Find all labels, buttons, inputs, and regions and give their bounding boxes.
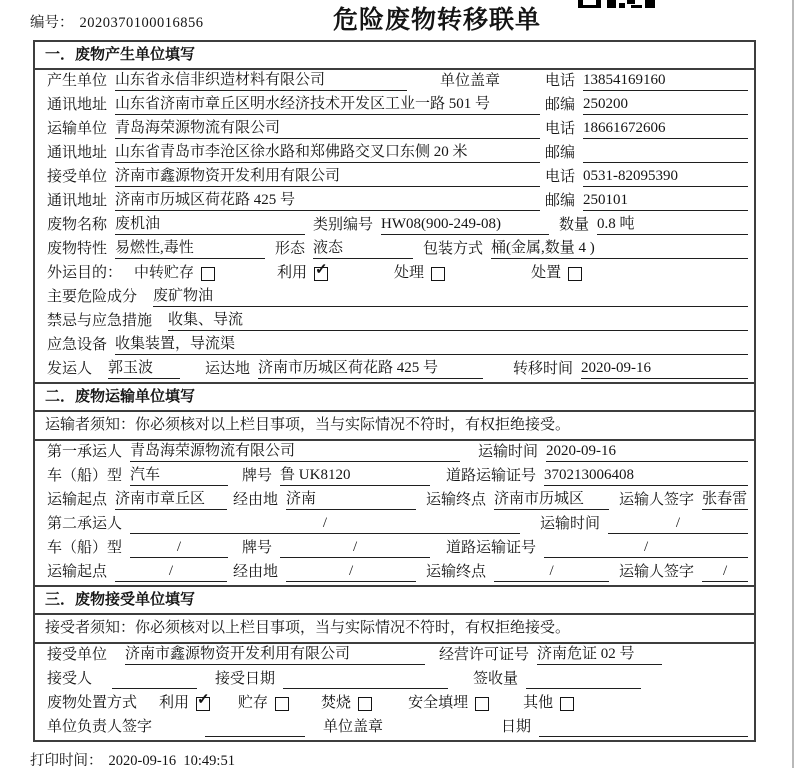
form-row (35, 286, 754, 310)
field-label: 运输终点 (426, 492, 487, 508)
field-label: 转移时间 (513, 361, 574, 377)
form-row (35, 668, 754, 692)
field-label: 日期 (501, 719, 532, 735)
field-label: 邮编 (545, 193, 576, 209)
field-label: 经营许可证号 (439, 647, 530, 663)
checkbox-label: 贮存 (238, 695, 269, 711)
field-value: 济南市历城区 (494, 490, 609, 510)
field-value: 收集、导流 (168, 311, 748, 331)
form-row (35, 118, 754, 142)
print-time-line (30, 749, 235, 770)
field-label: 运输人签字 (619, 492, 695, 508)
checkbox-label: 中转贮存 (134, 265, 195, 281)
field-value: 济南市历城区荷花路 425 号 (258, 359, 483, 379)
form-row (35, 358, 754, 382)
field-label: 接受单位 (47, 647, 108, 663)
checkbox-label: 安全填埋 (408, 695, 469, 711)
field-value: 山东省济南市章丘区明水经济技术开发区工业一路 501 号 (115, 95, 540, 115)
form-row (35, 537, 754, 561)
field-value: 250200 (583, 95, 748, 115)
field-value: 2020-09-16 (581, 359, 748, 379)
field-value: 250101 (583, 191, 748, 211)
field-label: 主要危险成分 (47, 289, 138, 305)
form-row (35, 310, 754, 334)
form-row (35, 692, 754, 716)
field-label: 运输人签字 (619, 564, 695, 580)
checkbox-label: 处理 (394, 265, 425, 281)
form-row (35, 190, 754, 214)
check-icon: ✓ (197, 692, 210, 708)
field-value: 废矿物油 (153, 287, 748, 307)
form-row (35, 489, 754, 513)
checkbox-label: 处置 (531, 265, 562, 281)
field-label: 邮编 (545, 97, 576, 113)
form-row (35, 94, 754, 118)
field-label: 接受单位 (47, 169, 108, 185)
field-value: 济南危证 02 号 (537, 645, 662, 665)
field-label: 运输时间 (478, 444, 539, 460)
checkbox-unchecked[interactable] (560, 697, 574, 711)
field-label: 签收量 (473, 671, 519, 687)
section-title: 一．废物产生单位填写 (35, 42, 754, 70)
form-row (35, 214, 754, 238)
field-value: 郭玉波 (108, 359, 180, 379)
field-label: 运输起点 (47, 564, 108, 580)
form-section-2 (35, 382, 754, 585)
field-label: 接受日期 (215, 671, 276, 687)
document-number-line (30, 11, 204, 32)
field-label: 产生单位 (47, 73, 108, 89)
field-value: / (544, 538, 748, 558)
field-label: 运达地 (205, 361, 251, 377)
print-time-label: 打印时间： (30, 753, 103, 769)
section-title: 三．废物接受单位填写 (35, 585, 754, 615)
field-value: 370213006408 (544, 466, 748, 486)
form-row (35, 644, 754, 668)
field-label: 发运人 (47, 361, 93, 377)
form-row (35, 238, 754, 262)
field-label: 道路运输证号 (446, 540, 537, 556)
field-label: 通讯地址 (47, 193, 108, 209)
form-section-1 (35, 42, 754, 382)
field-value: 13854169160 (583, 71, 748, 91)
static-label: 单位盖章 (323, 719, 384, 735)
field-label: 形态 (275, 241, 306, 257)
field-value: 18661672606 (583, 119, 748, 139)
field-value (526, 669, 641, 689)
field-label: 废物特性 (47, 241, 108, 257)
document-number-value: 2020370100016856 (79, 15, 204, 31)
field-label: 运输时间 (540, 516, 601, 532)
checkbox-unchecked[interactable] (358, 697, 372, 711)
checkbox-label: 其他 (523, 695, 554, 711)
field-label: 车（船）型 (47, 468, 123, 484)
form-row (35, 334, 754, 358)
field-label: 电话 (545, 121, 576, 137)
manifest-form-table (33, 40, 756, 742)
field-label: 包装方式 (423, 241, 484, 257)
field-label: 应急设备 (47, 337, 108, 353)
field-value: 汽车 (130, 466, 228, 486)
field-label: 道路运输证号 (446, 468, 537, 484)
field-value: 0.8 吨 (597, 215, 748, 235)
field-value (583, 143, 748, 163)
field-label: 电话 (545, 73, 576, 89)
form-row (35, 441, 754, 465)
field-label: 运输起点 (47, 492, 108, 508)
form-row (35, 166, 754, 190)
field-label: 废物名称 (47, 217, 108, 233)
section-notice: 运输者须知：你必须核对以上栏目事项，当与实际情况不符时，有权拒绝接受。 (35, 412, 754, 441)
qr-code-icon (578, 0, 658, 10)
checkbox-unchecked[interactable] (568, 267, 582, 281)
field-value: / (608, 514, 748, 534)
field-value: / (702, 562, 748, 582)
print-time-value: 2020-09-16 10:49:51 (108, 753, 235, 769)
check-icon: ✓ (315, 262, 328, 278)
checkbox-checked[interactable] (314, 262, 328, 281)
field-value: 山东省青岛市李沧区徐水路和郑佛路交叉口东侧 20 米 (115, 143, 540, 163)
form-row (35, 465, 754, 489)
field-label: 类别编号 (313, 217, 374, 233)
field-label: 禁忌与应急措施 (47, 313, 153, 329)
field-value: 易燃性,毒性 (115, 239, 265, 259)
field-label: 接受人 (47, 671, 93, 687)
checkbox-label: 利用 (277, 265, 308, 281)
field-value: 济南市章丘区 (115, 490, 227, 510)
field-label: 牌号 (242, 540, 273, 556)
field-value: / (494, 562, 609, 582)
field-value (112, 669, 197, 689)
form-row (35, 142, 754, 166)
form-row (35, 262, 754, 286)
field-label: 数量 (559, 217, 590, 233)
field-value: 2020-09-16 (546, 442, 748, 462)
field-value: 济南市鑫源物资开发利用有限公司 (125, 645, 425, 665)
checkbox-label: 利用 (159, 695, 190, 711)
field-label: 运输终点 (426, 564, 487, 580)
field-value (539, 717, 748, 737)
field-value: 济南市鑫源物资开发利用有限公司 (115, 167, 540, 187)
field-value: / (286, 562, 416, 582)
field-value: / (130, 514, 520, 534)
field-value: 废机油 (115, 215, 305, 235)
form-row (35, 716, 754, 740)
checkbox-checked[interactable] (196, 692, 210, 711)
checkbox-unchecked[interactable] (431, 267, 445, 281)
static-label: 废物处置方式 (47, 695, 138, 711)
static-label: 单位盖章 (440, 73, 501, 89)
field-value: 鲁 UK8120 (280, 466, 430, 486)
field-label: 牌号 (242, 468, 273, 484)
form-row (35, 513, 754, 537)
field-label: 第二承运人 (47, 516, 123, 532)
form-row (35, 561, 754, 585)
field-label: 通讯地址 (47, 145, 108, 161)
field-label: 运输单位 (47, 121, 108, 137)
field-label: 电话 (545, 169, 576, 185)
page-title: 危险废物转移联单 (333, 7, 542, 34)
field-value: 山东省永信非织造材料有限公司 (115, 71, 407, 91)
page-edge-divider (792, 0, 794, 768)
field-label: 经由地 (233, 492, 279, 508)
checkbox-unchecked[interactable] (201, 267, 215, 281)
field-value: 青岛海荣源物流有限公司 (115, 119, 540, 139)
checkbox-unchecked[interactable] (475, 697, 489, 711)
field-value (283, 669, 448, 689)
field-value: / (280, 538, 430, 558)
field-value: 济南 (286, 490, 416, 510)
document-number-label: 编号： (30, 15, 74, 31)
static-label: 外运目的： (47, 265, 123, 281)
section-title: 二．废物运输单位填写 (35, 382, 754, 412)
field-value: 液态 (313, 239, 413, 259)
field-value (205, 717, 305, 737)
field-value: / (130, 538, 228, 558)
field-value: / (115, 562, 227, 582)
checkbox-unchecked[interactable] (275, 697, 289, 711)
field-value: 桶(金属,数量 4 ) (491, 239, 748, 259)
field-value: 0531-82095390 (583, 167, 748, 187)
field-value: HW08(900-249-08) (381, 215, 549, 235)
field-label: 通讯地址 (47, 97, 108, 113)
checkbox-label: 焚烧 (321, 695, 352, 711)
field-value: 张春雷 (702, 490, 748, 510)
field-value: 收集装置，导流渠 (115, 335, 748, 355)
field-label: 第一承运人 (47, 444, 123, 460)
field-label: 单位负责人签字 (47, 719, 153, 735)
field-label: 邮编 (545, 145, 576, 161)
field-label: 车（船）型 (47, 540, 123, 556)
field-value: 济南市历城区荷花路 425 号 (115, 191, 540, 211)
field-value: 青岛海荣源物流有限公司 (130, 442, 460, 462)
form-section-3 (35, 585, 754, 740)
field-label: 经由地 (233, 564, 279, 580)
section-notice: 接受者须知：你必须核对以上栏目事项，当与实际情况不符时，有权拒绝接受。 (35, 615, 754, 644)
form-row (35, 70, 754, 94)
